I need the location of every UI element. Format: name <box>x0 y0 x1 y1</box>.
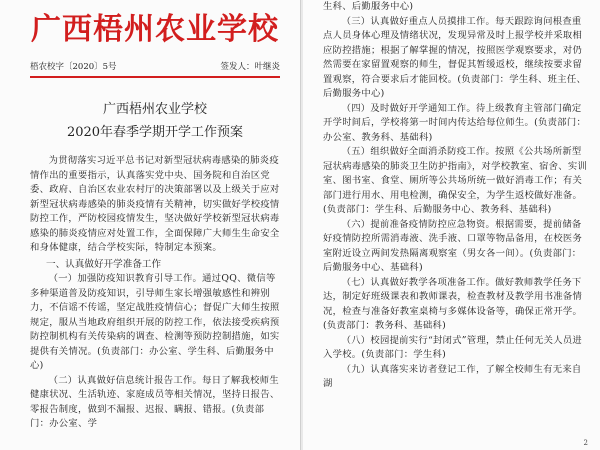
section-heading-1: 一、认真做好开学准备工作 <box>46 258 162 270</box>
left-body <box>30 154 280 432</box>
item-3: （三）认真做好重点人员摸排工作。每天跟踪询问根查重点人员身体心理及情绪状况，发现异常及时上报学校并采取相应防控措施；根据了解掌握的情况，按照医学观察要求，对仍然需要在家留置观察的师生，督促其暂缓返校，继续按要求留置观察，符合要求后才能回校。(负责部门：学生科、班主任、后勤服务中心) <box>323 15 587 99</box>
red-header-title: 广西梧州农业学校 <box>31 12 279 47</box>
item-8: （八）校园提前实行“封闭式”管理，禁止任何无关人员进入学校。(负责部门：学生科) <box>323 334 583 360</box>
intro-paragraph: 为贯彻落实习近平总书记对新型冠状病毒感染的肺炎疫情作出的重要指示，认真落实党中央、国务院和自治区党委、政府、自治区农业农村厅的决策部署以及上级关于应对新型冠状病毒感染的肺炎疫情有关精神，切实做好学校疫情防控工作，严防校园疫情发生，坚决做好学校新型冠状病毒感染的肺炎疫情应对处置工作，全面保障广大师生生命安全和身体健康，结合学校实际，特制定本预案。 <box>30 155 280 253</box>
item-4: （四）及时做好开学通知工作。待上级教育主管部门确定开学时间后，学校将第一时间内传达给每位师生。(负责部门：办公室、教务科、基础科) <box>323 102 587 143</box>
doc-title-line1: 广西梧州农业学校 <box>102 102 207 117</box>
item-2-continued: 生科、后勤服务中心) <box>323 1 414 12</box>
doc-title-line2: 2020年春季学期开学工作预案 <box>66 125 244 140</box>
item-2: （二）认真做好信息统计报告工作。每日了解我校师生健康状况、生活轨迹、家庭成员等相关情况，坚持日报告、零报告制度，做到不漏报、迟报、瞒报、错报。(负责部门：办公室、学 <box>30 374 280 429</box>
item-7: （七）认真做好教学各项准备工作。做好教师教学任务下达，制定好班级课表和教师课表，检查教材及教学用书准备情况，检查与准备好教室桌椅与多媒体设备等，确保正常开学。(负责部门：教务科、基础科) <box>323 276 583 331</box>
doc-info-row <box>30 60 280 72</box>
item-5: （五）组织做好全面消杀防疫工作。按照《公共场所新型冠状病毒感染的肺炎卫生防护指南》，对学校教室、宿舍、实训室、图书室、食堂、厕所等公共场所统一做好消毒工作；有关部门进行用水、用电检测，确保安全，为学生返校做好准备。(负责部门：学生科、后勤服务中心、教务科、基础科) <box>323 146 588 215</box>
item-1: （一）加强防疫知识教育引导工作。通过QQ、微信等多种渠道普及防疫知识，引导师生家长增强敏感性和辨别力，不信谣不传谣，坚定战胜疫情信心；督促广大师生按照规定，服从当地政府组织开展的防控工作，依法接受疾病预防控制机构有关传染病的调查、检测等预防控制措施，如实提供有关情况。(负责部门：办公室、学生科、后勤服务中心) <box>30 273 280 371</box>
item-6: （六）提前准备疫情防控应急物资。根据需要，提前储备好疫情防控所需消毒液、洗手液、口罩等物品备用，在校医务室附近设立两间发热隔离观察室（男女各一间）。(负责部门：后勤服务中心、基础科) <box>323 218 583 273</box>
item-9: （九）认真落实来访者登记工作，了解全校师生有无来自湖 <box>323 363 582 389</box>
page-number: 2 <box>583 439 588 447</box>
red-divider <box>30 76 280 78</box>
signer: 签发人：叶继炎 <box>220 62 280 72</box>
page-right <box>303 0 600 450</box>
doc-number: 梧农校字〔2020〕5号 <box>30 62 117 72</box>
